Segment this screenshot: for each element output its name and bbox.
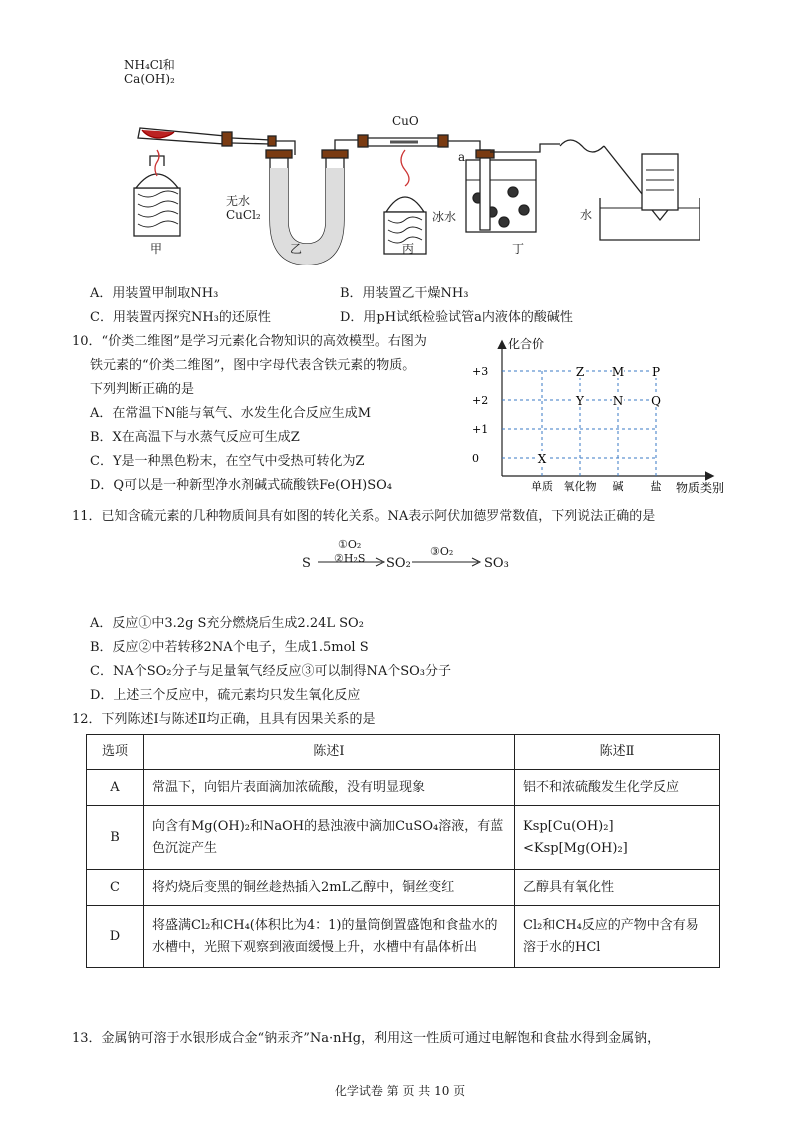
q10-option-b: B．X在高温下与水蒸气反应可生成Z — [90, 430, 300, 445]
q12-table — [86, 734, 720, 968]
table-row — [87, 806, 720, 870]
q11-option-c: C．NA个SO₂分子与足量氧气经反应③可以制得NA个SO₃分子 — [90, 664, 452, 679]
q11-option-d: D．上述三个反应中，硫元素均只发生氧化反应 — [90, 688, 361, 703]
q10-stem-3: 下列判断正确的是 — [90, 382, 195, 397]
y-tick-label: +2 — [472, 394, 489, 407]
header-option: 选项 — [87, 735, 144, 770]
y-tick-label: +3 — [472, 365, 489, 378]
table-row — [87, 870, 720, 906]
chart-point-X: X — [537, 452, 547, 466]
row-option: B — [87, 806, 144, 870]
apparatus-figure — [120, 80, 700, 265]
q10-option-d: D．Q可以是一种新型净水剂碱式硫酸铁Fe(OH)SO₄ — [90, 478, 392, 493]
row-option: D — [87, 906, 144, 968]
q9-option-b: B．用装置乙干燥NH₃ — [340, 286, 469, 301]
valence-chart — [470, 336, 740, 496]
q10-stem-2: 铁元素的“价类二维图”，图中字母代表含铁元素的物质。 — [90, 358, 416, 373]
q11-option-b: B．反应②中若转移2NA个电子，生成1.5mol S — [90, 640, 369, 655]
q13-stem: 13．金属钠可溶于水银形成合金“钠汞齐”Na·nHg，利用这一性质可通过电解饱和食盐水得到金属钠， — [72, 1031, 661, 1046]
station-label-yi: 乙 — [290, 242, 303, 256]
q9-option-d: D．用pH试纸检验试管a内液体的酸碱性 — [340, 310, 573, 325]
cuo-label: CuO — [392, 114, 419, 128]
q11-option-a: A．反应①中3.2g S充分燃烧后生成2.24L SO₂ — [90, 616, 364, 631]
q10-stem-1: 10．“价类二维图”是学习元素化合物知识的高效模型。右图为 — [72, 334, 427, 349]
station-label-bing: 丙 — [402, 242, 415, 256]
ice-water-label: 冰水 — [432, 210, 457, 224]
q11-stem: 11．已知含硫元素的几种物质间具有如图的转化关系。NA表示阿伏加德罗常数值，下列说法正确的是 — [72, 509, 656, 524]
row-statement-1: 向含有Mg(OH)₂和NaOH的悬浊液中滴加CuSO₄溶液，有蓝色沉淀产生 — [144, 806, 515, 870]
row-statement-1: 将灼烧后变黑的铜丝趁热插入2mL乙醇中，铜丝变红 — [144, 870, 515, 906]
reagent-label: NH₄Cl和 Ca(OH)₂ — [124, 58, 175, 86]
table-row — [87, 906, 720, 968]
water-label: 水 — [580, 208, 593, 222]
scheme-so2: SO₂ — [386, 556, 411, 571]
x-tick-label: 碱 — [612, 480, 624, 493]
scheme-r3: ③O₂ — [430, 545, 454, 558]
chart-point-M: M — [611, 365, 625, 379]
chart-point-Q: Q — [651, 394, 661, 408]
chart-point-N: N — [612, 394, 624, 408]
row-statement-2: 乙醇具有氧化性 — [515, 870, 720, 906]
q10-option-c: C．Y是一种黑色粉末，在空气中受热可转化为Z — [90, 454, 365, 469]
tube-a-label: a — [458, 150, 466, 164]
anhydrous-cucl2-label: 无水 CuCl₂ — [226, 194, 261, 222]
scheme-r1: ①O₂ — [338, 538, 362, 551]
q9-option-c: C．用装置丙探究NH₃的还原性 — [90, 310, 271, 325]
row-statement-2: 铝不和浓硫酸发生化学反应 — [515, 770, 720, 806]
row-statement-1: 将盛满Cl₂和CH₄(体积比为4：1)的量筒倒置盛饱和食盐水的水槽中，光照下观察到液面缓慢上升，水槽中有晶体析出 — [144, 906, 515, 968]
table-row — [87, 770, 720, 806]
row-option: A — [87, 770, 144, 806]
q9-option-a: A．用装置甲制取NH₃ — [90, 286, 219, 301]
q10-option-a: A．在常温下N能与氧气、水发生化合反应生成M — [90, 406, 372, 421]
row-statement-2: Cl₂和CH₄反应的产物中含有易溶于水的HCl — [515, 906, 720, 968]
x-tick-label: 单质 — [531, 480, 553, 493]
row-statement-1: 常温下，向铝片表面滴加浓硫酸，没有明显现象 — [144, 770, 515, 806]
header-statement-2: 陈述Ⅱ — [515, 735, 720, 770]
y-tick-label: +1 — [472, 423, 489, 436]
y-tick-label: 0 — [472, 452, 479, 465]
station-label-jia: 甲 — [150, 242, 163, 256]
scheme-r2: ②H₂S — [334, 552, 366, 565]
x-tick-label: 盐 — [650, 480, 662, 493]
x-tick-label: 氧化物 — [563, 480, 597, 493]
chart-xlabel: 物质类别 — [676, 481, 725, 495]
chart-point-P: P — [651, 365, 661, 379]
page-footer: 化学试卷 第 页 共 10 页 — [334, 1084, 466, 1098]
scheme-s: S — [302, 556, 311, 571]
row-statement-2: Ksp[Cu(OH)₂]<Ksp[Mg(OH)₂] — [515, 806, 720, 870]
chart-point-Z: Z — [575, 365, 585, 379]
header-statement-1: 陈述Ⅰ — [144, 735, 515, 770]
table-header-row — [87, 735, 720, 770]
station-label-ding: 丁 — [512, 242, 525, 256]
chart-point-Y: Y — [576, 394, 584, 408]
chart-ylabel: 化合价 — [508, 337, 545, 351]
row-option: C — [87, 870, 144, 906]
scheme-so3: SO₃ — [484, 556, 509, 571]
q12-stem: 12．下列陈述Ⅰ与陈述Ⅱ均正确，且具有因果关系的是 — [72, 712, 376, 727]
